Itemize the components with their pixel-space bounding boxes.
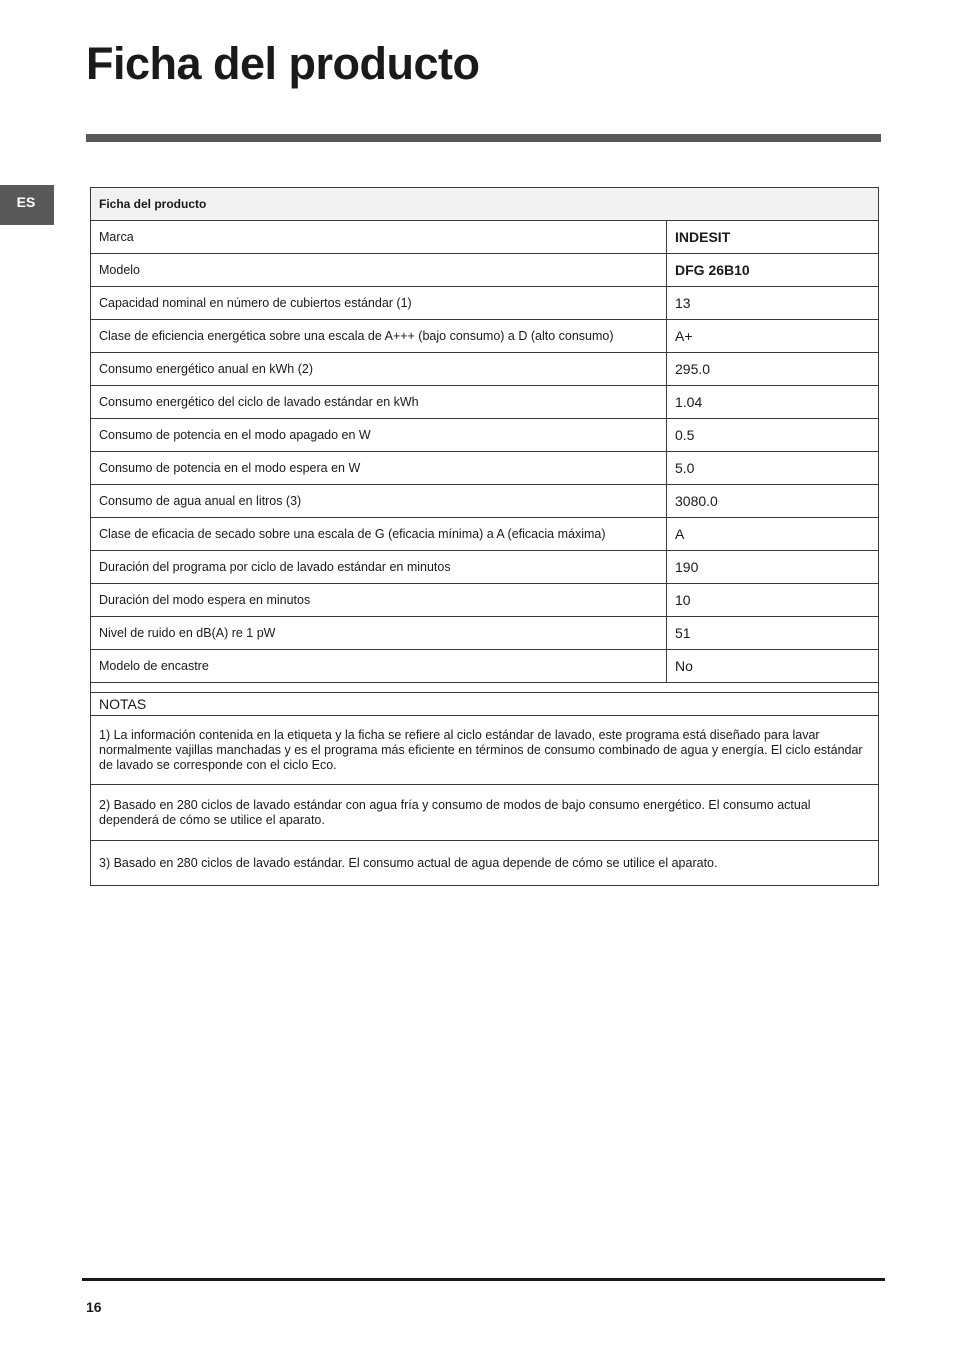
table-row: [91, 221, 879, 254]
row-label: Modelo: [91, 254, 667, 287]
row-label: Capacidad nominal en número de cubiertos estándar (1): [91, 287, 667, 320]
row-value: 295.0: [667, 353, 879, 386]
table-row: [91, 485, 879, 518]
table-row: [91, 518, 879, 551]
notes-header: NOTAS: [91, 693, 879, 716]
language-tab: ES: [0, 185, 54, 225]
row-value: No: [667, 650, 879, 683]
row-value: INDESIT: [667, 221, 879, 254]
row-label: Consumo energético anual en kWh (2): [91, 353, 667, 386]
table-row: [91, 551, 879, 584]
note-text: 1) La información contenida en la etiqueta y la ficha se refiere al ciclo estándar de lavado, este programa está diseñado para lavar normalmente vajillas manchadas y es el programa más eficiente en términos de consumo combinado de agua y energía. El ciclo estándar de lavado se corresponde con el ciclo Eco.: [91, 716, 879, 785]
row-value: 0.5: [667, 419, 879, 452]
product-sheet-table: [90, 187, 879, 886]
table-row: [91, 584, 879, 617]
row-value: 13: [667, 287, 879, 320]
row-label: Nivel de ruido en dB(A) re 1 pW: [91, 617, 667, 650]
page-number: 16: [86, 1299, 102, 1315]
row-value: 1.04: [667, 386, 879, 419]
row-value: 10: [667, 584, 879, 617]
table-row: [91, 287, 879, 320]
row-label: Clase de eficacia de secado sobre una escala de G (eficacia mínima) a A (eficacia máxima): [91, 518, 667, 551]
table-row: [91, 617, 879, 650]
note-text: 3) Basado en 280 ciclos de lavado estándar. El consumo actual de agua depende de cómo se utilice el aparato.: [91, 841, 879, 886]
spacer-cell: [91, 683, 879, 693]
table-row: [91, 650, 879, 683]
note-text: 2) Basado en 280 ciclos de lavado estándar con agua fría y consumo de modos de bajo consumo energético. El consumo actual dependerá de cómo se utilice el aparato.: [91, 785, 879, 841]
row-label: Duración del modo espera en minutos: [91, 584, 667, 617]
row-value: 190: [667, 551, 879, 584]
row-label: Consumo de potencia en el modo apagado en W: [91, 419, 667, 452]
notes-header-row: [91, 693, 879, 716]
row-label: Duración del programa por ciclo de lavado estándar en minutos: [91, 551, 667, 584]
table-spacer-row: [91, 683, 879, 693]
note-row: [91, 841, 879, 886]
table-row: [91, 254, 879, 287]
footer-divider: [82, 1278, 885, 1281]
row-label: Modelo de encastre: [91, 650, 667, 683]
note-row: [91, 716, 879, 785]
table-row: [91, 452, 879, 485]
row-label: Consumo energético del ciclo de lavado estándar en kWh: [91, 386, 667, 419]
note-row: [91, 785, 879, 841]
table-header-row: [91, 188, 879, 221]
row-label: Marca: [91, 221, 667, 254]
row-value: A+: [667, 320, 879, 353]
table-row: [91, 419, 879, 452]
row-value: 3080.0: [667, 485, 879, 518]
row-value: A: [667, 518, 879, 551]
table-header: Ficha del producto: [91, 188, 879, 221]
row-value: DFG 26B10: [667, 254, 879, 287]
table-row: [91, 320, 879, 353]
row-label: Consumo de agua anual en litros (3): [91, 485, 667, 518]
row-value: 5.0: [667, 452, 879, 485]
row-value: 51: [667, 617, 879, 650]
page-title: Ficha del producto: [86, 38, 480, 89]
table-row: [91, 353, 879, 386]
row-label: Consumo de potencia en el modo espera en W: [91, 452, 667, 485]
table-row: [91, 386, 879, 419]
row-label: Clase de eficiencia energética sobre una escala de A+++ (bajo consumo) a D (alto consumo): [91, 320, 667, 353]
title-divider: [86, 134, 881, 142]
